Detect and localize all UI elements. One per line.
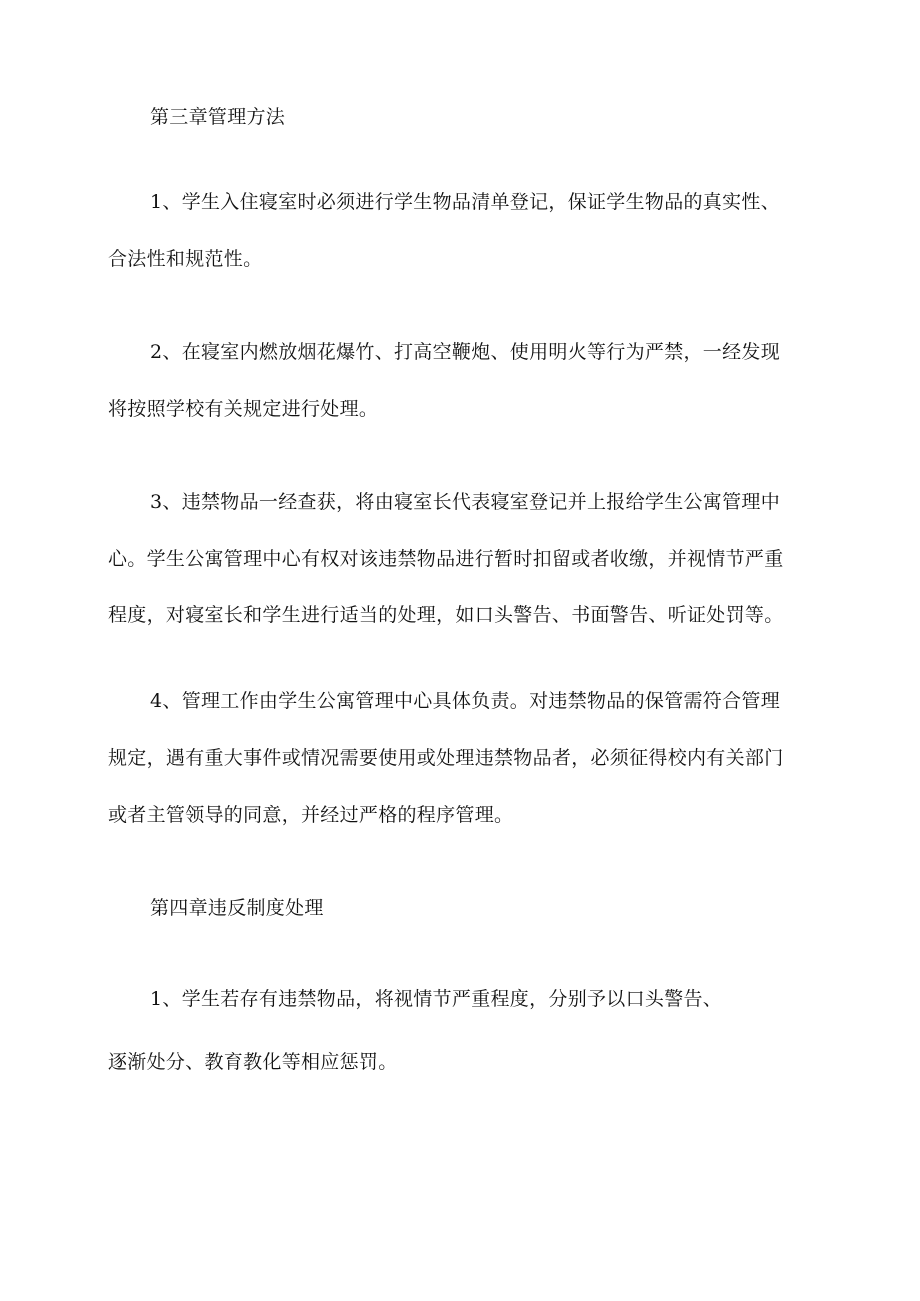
chapter3-heading: 第三章管理方法	[150, 106, 286, 128]
item4-line3: 或者主管领导的同意，并经过严格的程序管理。	[108, 804, 514, 826]
item2-line1: 2、在寝室内燃放烟花爆竹、打高空鞭炮、使用明火等行为严禁，一经发现	[150, 341, 780, 363]
item3-line3: 程度，对寝室长和学生进行适当的处理，如口头警告、书面警告、听证处罚等。	[108, 604, 784, 626]
item2-line2: 将按照学校有关规定进行处理。	[108, 398, 379, 420]
item1-line1: 1、学生入住寝室时必须进行学生物品清单登记，保证学生物品的真实性、	[150, 191, 780, 213]
item1-line2: 合法性和规范性。	[108, 248, 263, 270]
item3-line1: 3、违禁物品一经查获，将由寝室长代表寝室登记并上报给学生公寓管理中	[150, 491, 780, 513]
item4-line2: 规定，遇有重大事件或情况需要使用或处理违禁物品者，必须征得校内有关部门	[108, 747, 784, 769]
item3-line2: 心。学生公寓管理中心有权对该违禁物品进行暂时扣留或者收缴，并视情节严重	[108, 548, 784, 570]
chapter4-heading: 第四章违反制度处理	[150, 897, 324, 919]
item5-line2: 逐渐处分、教育教化等相应惩罚。	[108, 1051, 398, 1073]
item5-line1: 1、学生若存有违禁物品，将视情节严重程度，分别予以口头警告、	[150, 988, 723, 1010]
item4-line1: 4、管理工作由学生公寓管理中心具体负责。对违禁物品的保管需符合管理	[150, 690, 780, 712]
